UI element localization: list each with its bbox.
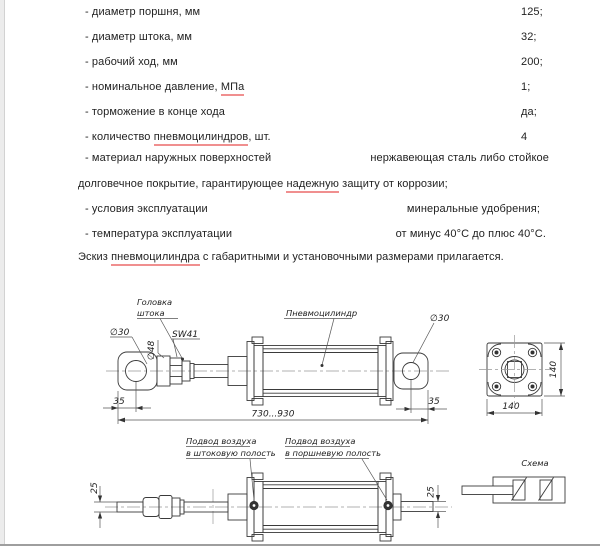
- schematic-rod: [462, 486, 513, 495]
- spec-label-text: - количество: [85, 131, 154, 143]
- spec-label: - торможение в конце хода: [85, 106, 225, 118]
- port-piston-label: Подвод воздуха: [285, 436, 356, 446]
- diameter-label-front-eye: ∅30: [110, 328, 130, 338]
- dim-flange-width: 140: [502, 402, 520, 412]
- port-rod-label: Подвод воздуха: [186, 436, 257, 446]
- spellcheck-underlined-word: пневмоцилиндров: [154, 131, 249, 146]
- spec-label: - материал наружных поверхностей: [85, 152, 272, 164]
- cylinder-label: Пневмоцилиндр: [286, 308, 358, 318]
- schematic-label: Схема: [521, 458, 549, 468]
- diameter-label-rear-eye: ∅30: [430, 314, 450, 324]
- spec-label: - температура эксплуатации: [85, 228, 233, 240]
- dim-rod-diameter-left: 25: [90, 482, 100, 494]
- rod-head-label: Головка: [137, 297, 173, 307]
- dim-front-eye-offset: 35: [113, 397, 125, 407]
- spec-value: 1;: [521, 81, 531, 93]
- dim-overall-length: 730...930: [251, 409, 295, 420]
- spec-label: - диаметр штока, мм: [85, 31, 193, 43]
- spec-label-text: - номинальное давление,: [85, 81, 221, 93]
- spec-value: да;: [521, 106, 537, 118]
- spec-label: - рабочий ход, мм: [85, 56, 178, 68]
- dim-flange-height: 140: [549, 360, 559, 379]
- spec-value: 125;: [521, 6, 543, 18]
- paragraph-segment: долговечное покрытие, гарантирующее: [78, 178, 287, 190]
- spec-label-text: , шт.: [248, 131, 271, 143]
- rod-head-label: штока: [137, 308, 165, 318]
- spec-value: минеральные удобрения;: [406, 203, 540, 215]
- dim-rear-eye-offset: 35: [428, 397, 440, 407]
- port-rod-label: в штоковую полость: [186, 448, 276, 458]
- end-view-drawing: [479, 335, 565, 416]
- spec-label: - диаметр поршня, мм: [85, 6, 201, 18]
- pneumatic-schematic: [462, 458, 565, 503]
- port-piston-label: в поршневую полость: [285, 448, 382, 458]
- spellcheck-underlined-word: пневмоцилиндра: [111, 251, 200, 266]
- spellcheck-underlined-word: надежную: [286, 178, 339, 193]
- bottom-view-drawing: [90, 436, 452, 541]
- paragraph-segment: защиту от коррозии;: [339, 178, 448, 190]
- spec-value: 32;: [521, 31, 537, 43]
- paragraph-segment: Эскиз: [78, 251, 112, 263]
- top-view-drawing: [103, 297, 452, 424]
- paragraph-segment: с габаритными и установочными размерами прилагается.: [199, 251, 504, 263]
- rear-rod-stub: [401, 502, 433, 512]
- spec-label: - условия эксплуатации: [85, 203, 208, 215]
- wrench-size-label: SW41: [172, 330, 199, 340]
- dim-rod-diameter-right: 25: [426, 486, 437, 498]
- spec-value: 4: [521, 131, 528, 143]
- spec-value: от минус 40°С до плюс 40°С.: [395, 228, 546, 240]
- spellcheck-underlined-word: МПа: [221, 81, 245, 96]
- diameter-label-rod-head: ∅48: [147, 340, 157, 360]
- spec-value: нержавеющая сталь либо стойкое: [370, 152, 549, 164]
- spec-value: 200;: [521, 56, 543, 68]
